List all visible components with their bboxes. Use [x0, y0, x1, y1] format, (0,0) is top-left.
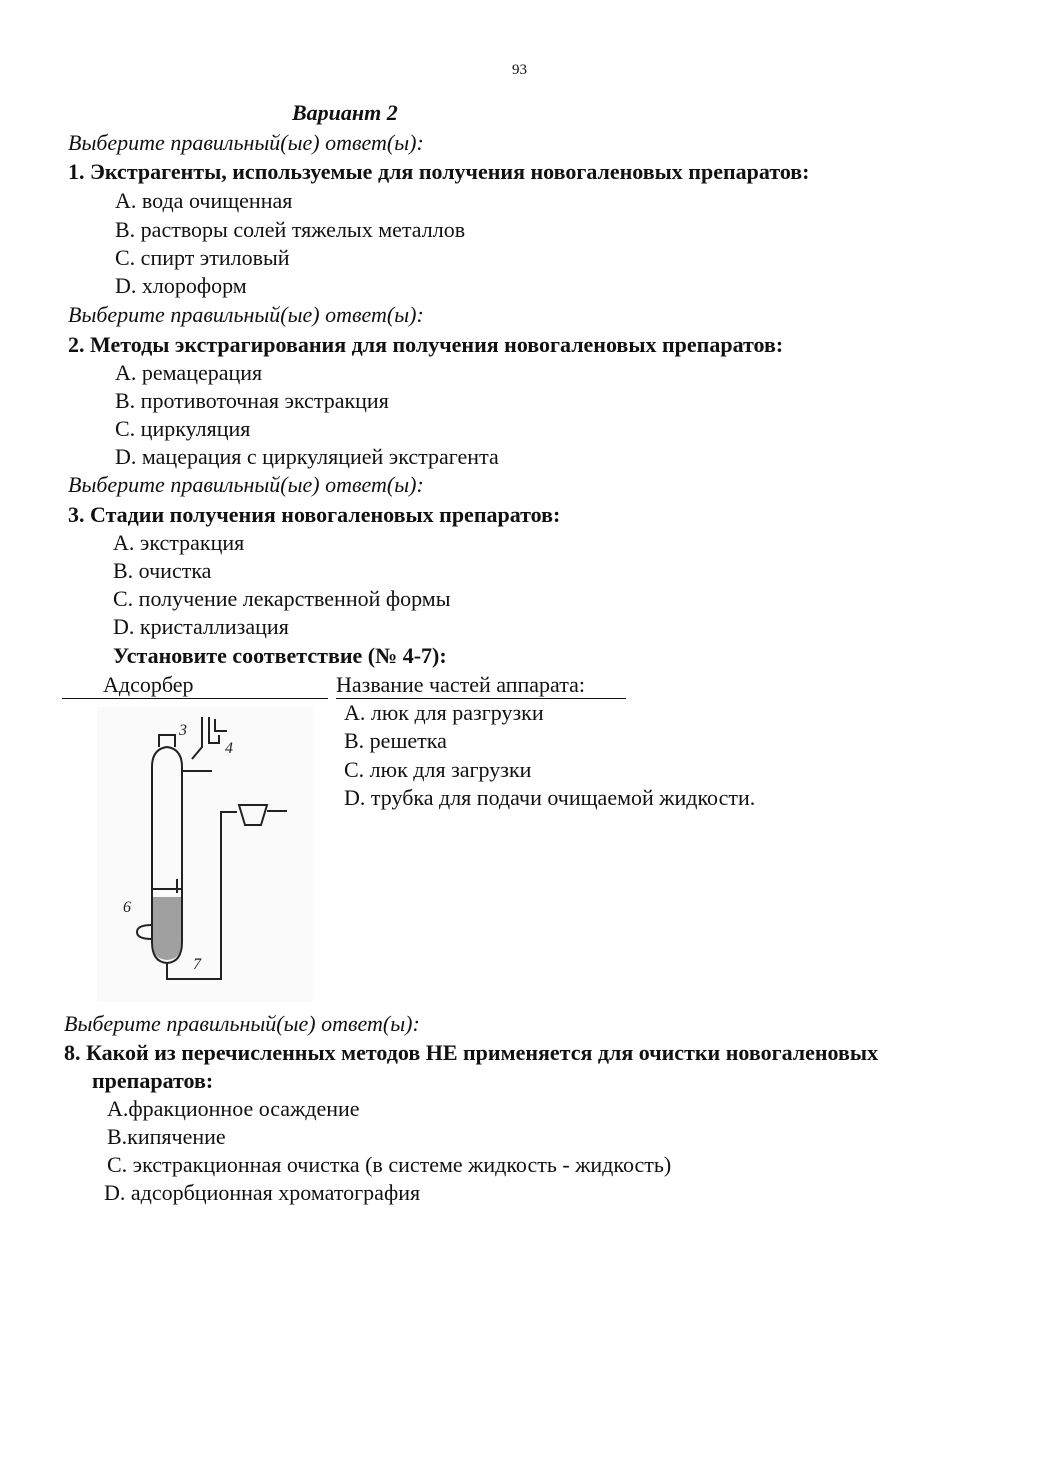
- adsorber-drawing: [97, 707, 313, 1002]
- q3-option-a: A. экстракция: [113, 530, 245, 555]
- question-3: 3. Стадии получения новогаленовых препаратов:: [68, 502, 561, 527]
- instruction-q8: Выберите правильный(ые) ответ(ы):: [64, 1011, 420, 1036]
- diagram-label-6: 6: [123, 899, 131, 916]
- question-1: 1. Экстрагенты, используемые для получения новогаленовых препаратов:: [68, 159, 810, 184]
- diagram-label-7: 7: [193, 956, 201, 973]
- instruction-q1: Выберите правильный(ые) ответ(ы):: [68, 130, 424, 155]
- q2-option-b: B. противоточная экстракция: [115, 388, 389, 413]
- match-option-c: C. люк для загрузки: [344, 757, 532, 782]
- question-2: 2. Методы экстрагирования для получения новогаленовых препаратов:: [68, 332, 784, 357]
- q3-option-d: D. кристаллизация: [113, 614, 289, 639]
- q3-option-b: B. очистка: [113, 558, 212, 583]
- q1-option-d: D. хлороформ: [115, 273, 247, 298]
- matching-right-header: Название частей аппарата:: [336, 672, 626, 699]
- q1-option-c: C. спирт этиловый: [115, 245, 290, 270]
- matching-heading: Установите соответствие (№ 4-7):: [113, 643, 447, 668]
- q2-option-c: C. циркуляция: [115, 416, 251, 441]
- q8-option-c: C. экстракционная очистка (в системе жидкость - жидкость): [107, 1152, 672, 1177]
- adsorber-diagram: [97, 707, 313, 1002]
- diagram-label-3: 3: [179, 722, 187, 739]
- matching-left-header: Адсорбер: [62, 672, 328, 699]
- q1-option-b: B. растворы солей тяжелых металлов: [115, 217, 466, 242]
- question-8-line1: 8. Какой из перечисленных методов НЕ применяется для очистки новогаленовых: [64, 1040, 879, 1065]
- q8-option-d: D. адсорбционная хроматография: [104, 1180, 421, 1205]
- q1-option-a: A. вода очищенная: [115, 188, 293, 213]
- instruction-q3: Выберите правильный(ые) ответ(ы):: [68, 472, 424, 497]
- q8-option-a: A.фракционное осаждение: [107, 1096, 360, 1121]
- question-8-line2: препаратов:: [92, 1068, 214, 1093]
- q3-option-c: C. получение лекарственной формы: [113, 586, 451, 611]
- variant-title: Вариант 2: [292, 100, 398, 125]
- match-option-b: B. решетка: [344, 728, 447, 753]
- diagram-label-4: 4: [225, 740, 233, 757]
- q8-option-b: B.кипячение: [107, 1124, 226, 1149]
- q2-option-a: A. ремацерация: [115, 360, 263, 385]
- page-number: 93: [512, 62, 527, 78]
- instruction-q2: Выберите правильный(ые) ответ(ы):: [68, 302, 424, 327]
- match-option-a: A. люк для разгрузки: [344, 700, 544, 725]
- q2-option-d: D. мацерация с циркуляцией экстрагента: [115, 444, 499, 469]
- match-option-d: D. трубка для подачи очищаемой жидкости.: [344, 785, 756, 810]
